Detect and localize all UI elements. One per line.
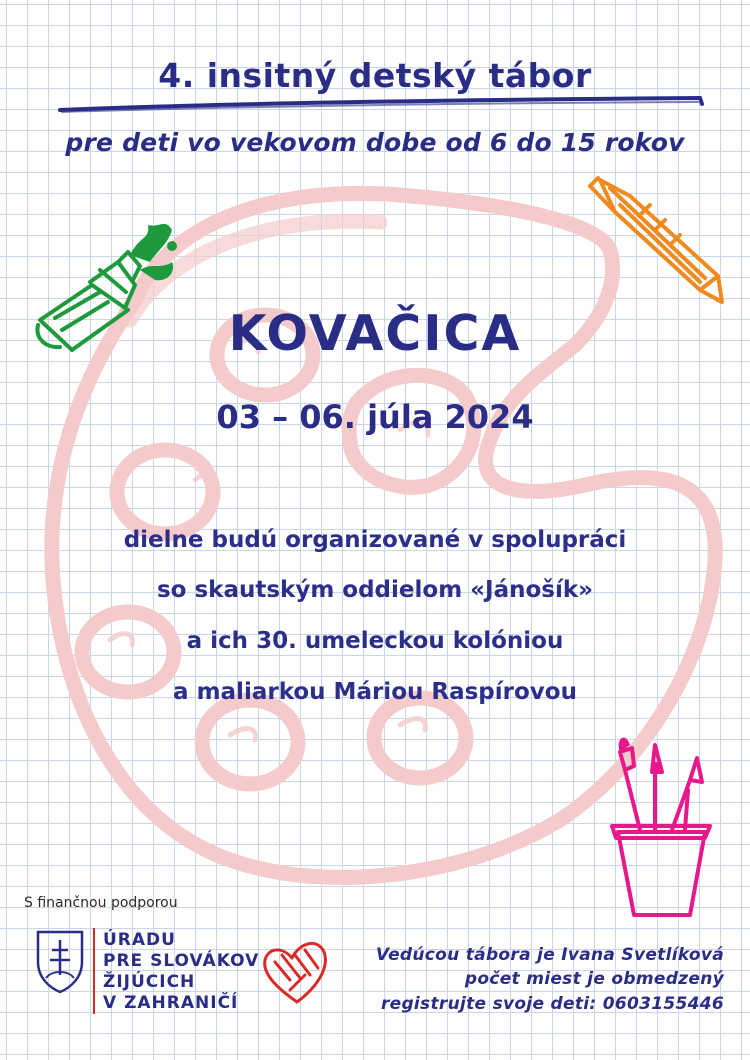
poster-title: 4. insitný detský tábor — [158, 56, 592, 95]
poster-subtitle: pre deti vo vekovom dobe od 6 do 15 rokov — [65, 128, 685, 157]
description-line: a maliarkou Máriou Raspírovou — [173, 679, 577, 705]
event-dates: 03 – 06. júla 2024 — [216, 398, 534, 436]
organization-name-line: ŽIJÚCICH — [103, 972, 196, 992]
description-line: a ich 30. umeleckou kolóniou — [186, 628, 564, 654]
registration-phone: registrujte svoje deti: 0603155446 — [380, 994, 724, 1014]
town-name: KOVAČICA — [228, 305, 522, 362]
organization-name-line: ÚRADU — [103, 930, 176, 950]
organization-divider — [93, 928, 95, 1014]
description-line: so skautským oddielom «Jánošík» — [156, 577, 594, 603]
organization-name-line: V ZAHRANIČÍ — [103, 993, 239, 1013]
camp-leader-info: Vedúcou tábora je Ivana Svetlíková — [375, 945, 724, 965]
organization-name-line: PRE SLOVÁKOV — [103, 951, 260, 971]
capacity-info: počet miest je obmedzený — [464, 969, 724, 989]
support-label: S finančnou podporou — [24, 895, 178, 911]
description-line: dielne budú organizované v spolupráci — [123, 527, 627, 553]
